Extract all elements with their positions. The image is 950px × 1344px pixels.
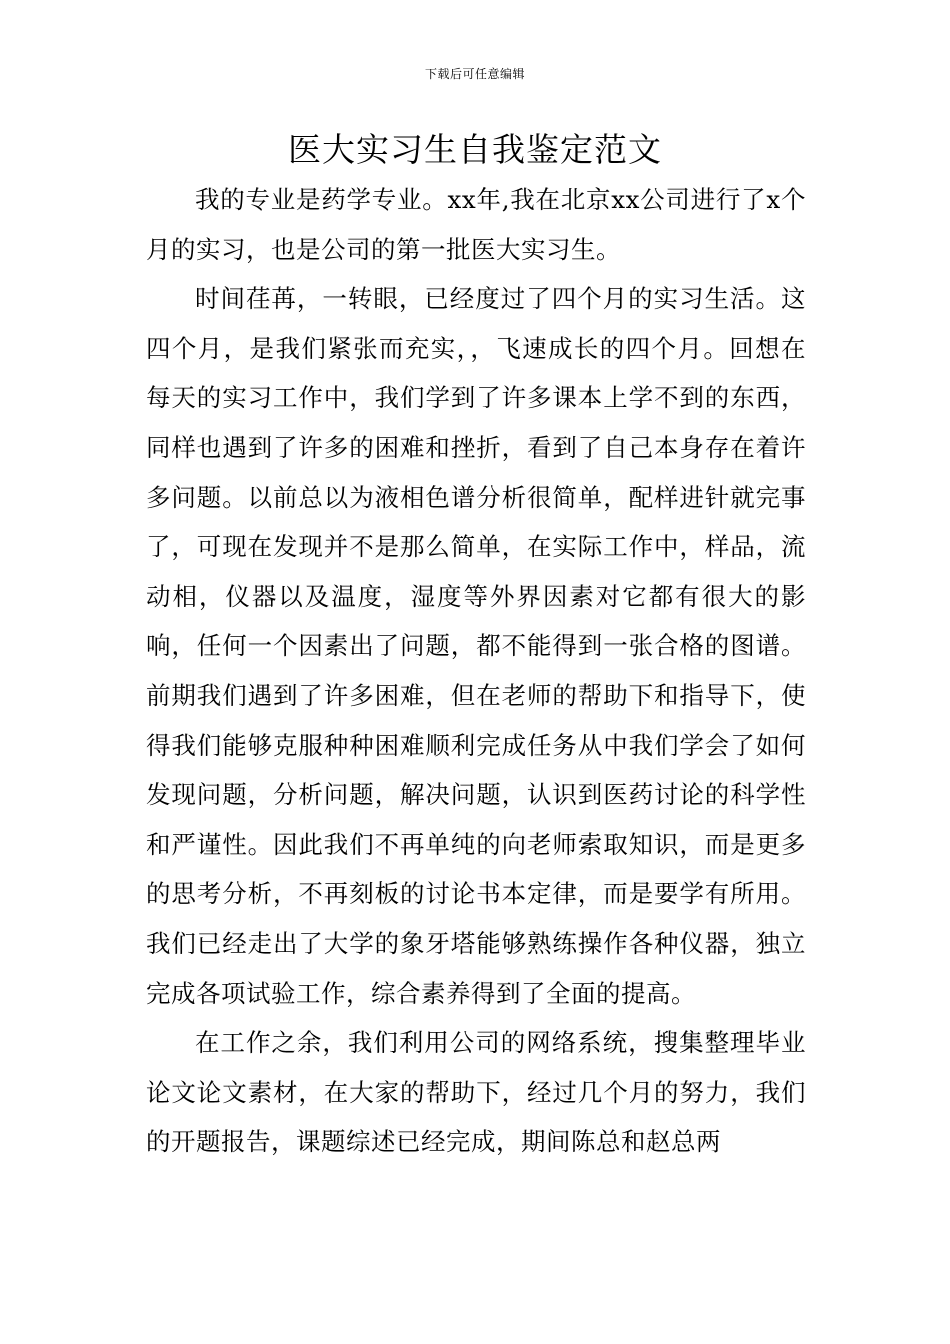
paragraph-2: 时间荏苒，一转眼，已经度过了四个月的实习生活。这四个月，是我们紧张而充实，，飞速成长的四个月。回想在每天的实习工作中，我们学到了许多课本上学不到的东西，同样也遇到了许多的困难和挫折，看到了自己本身存在着许多问题。以前总以为液相色谱分析很简单，配样进针就完事了，可现在发现并不是那么简单，在实际工作中，样品，流动相，仪器以及温度，湿度等外界因素对它都有很大的影响，任何一个因素出了问题，都不能得到一张合格的图谱。前期我们遇到了许多困难，但在老师的帮助下和指导下，使得我们能够克服种种困难顺利完成任务从中我们学会了如何发现问题，分析问题，解决问题，认识到医药讨论的科学性和严谨性。因此我们不再单纯的向老师索取知识，而是更多的思考分析，不再刻板的讨论书本定律，而是要学有所用。我们已经走出了大学的象牙塔能够熟练操作各种仪器，独立完成各项试验工作，综合素养得到了全面的提高。 [146, 284, 806, 1008]
paragraph-1: 我的专业是药学专业。xx年,我在北京xx公司进行了x个月的实习，也是公司的第一批医大实习生。 [146, 185, 806, 264]
document-body [146, 175, 806, 1167]
paragraph-3: 在工作之余，我们利用公司的网络系统，搜集整理毕业论文论文素材，在大家的帮助下，经过几个月的努力，我们的开题报告，课题综述已经完成，期间陈总和赵总两 [146, 1028, 806, 1157]
header-note: 下载后可任意编辑 [424, 67, 525, 81]
document-title: 医大实习生自我鉴定范文 [288, 130, 662, 169]
